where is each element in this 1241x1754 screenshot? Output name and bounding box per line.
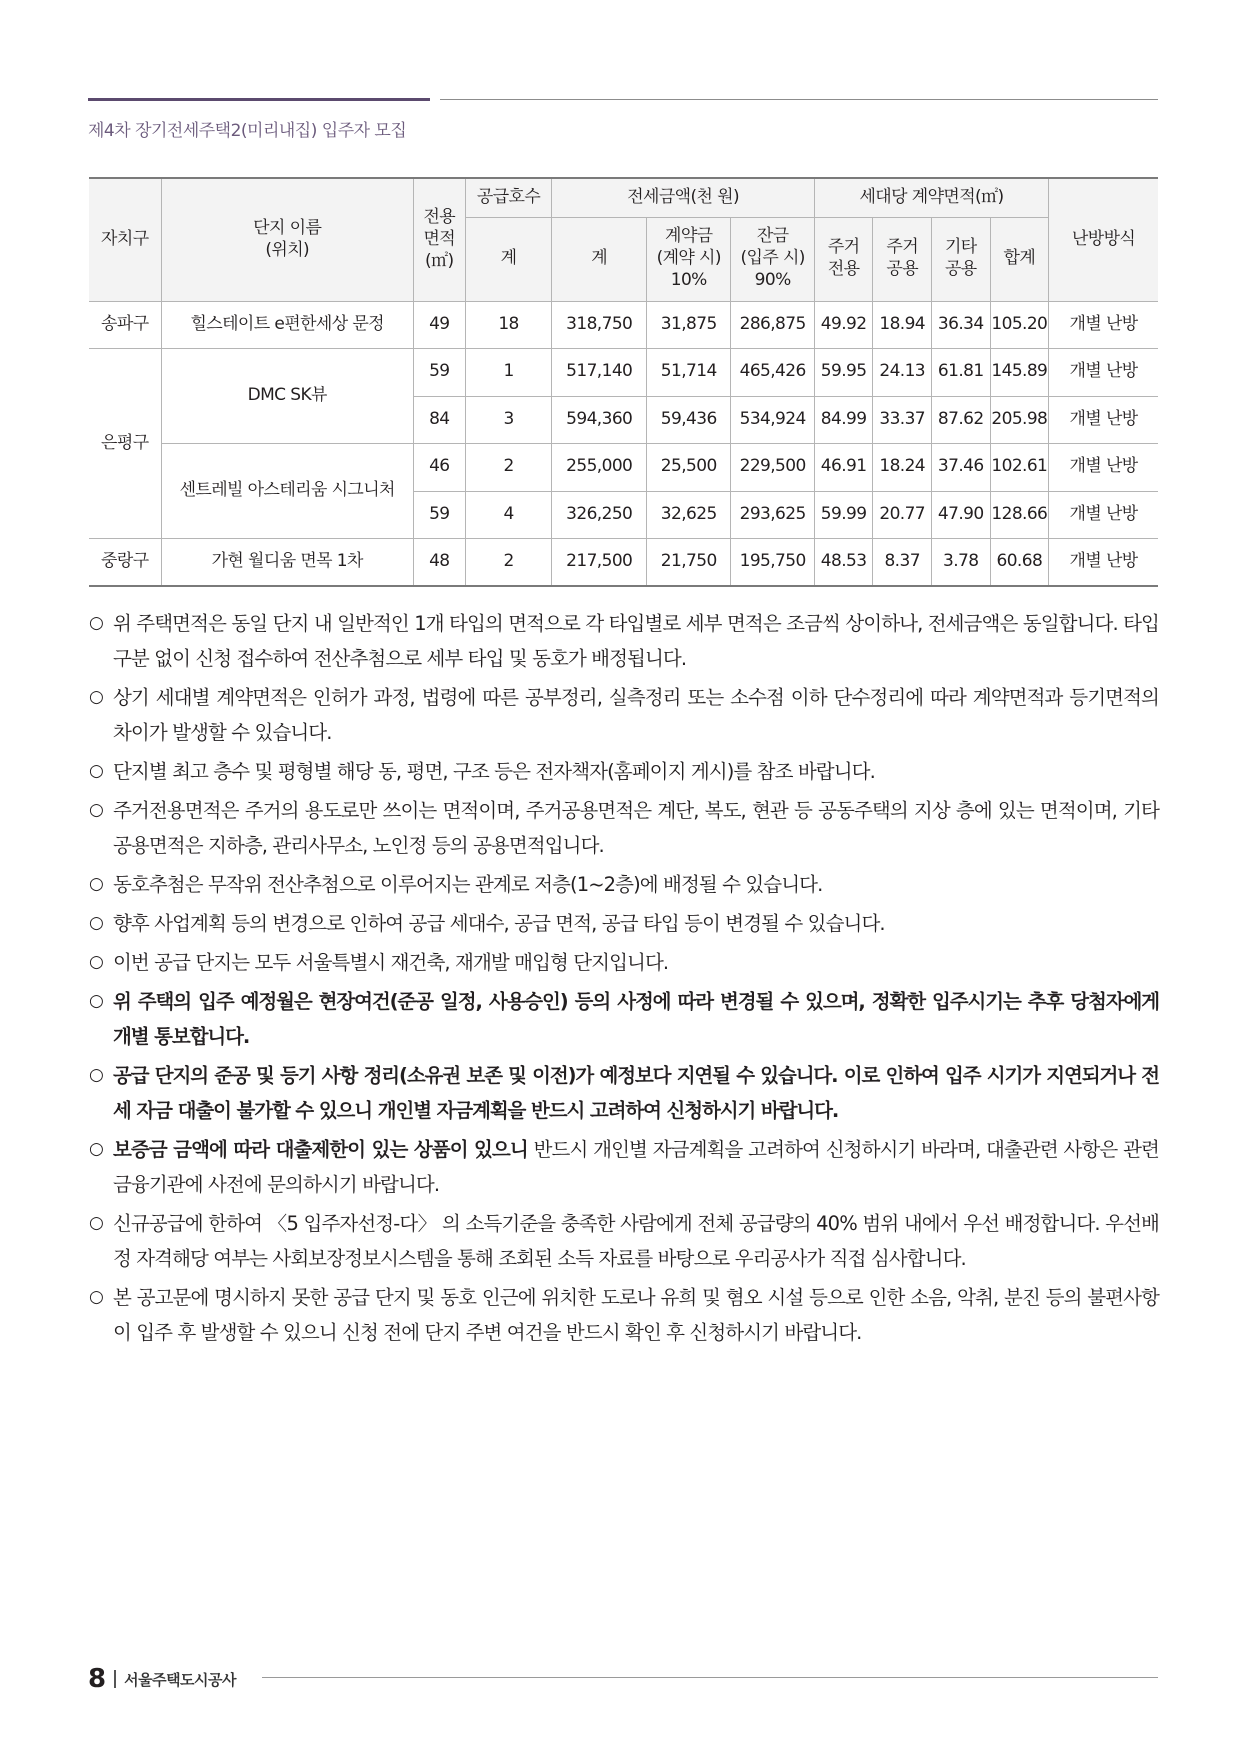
res-excl-cell: 49.92 xyxy=(814,301,873,349)
balance-cell: 229,500 xyxy=(731,444,814,492)
balance-cell: 293,625 xyxy=(731,491,814,539)
circle-bullet-icon: ○ xyxy=(89,952,103,972)
header-rule-line xyxy=(440,99,1158,100)
area-total-cell: 105.20 xyxy=(990,301,1049,349)
deposit-cell: 326,250 xyxy=(552,491,647,539)
heating-cell: 개별 난방 xyxy=(1049,301,1158,349)
header-other-common: 기타 공용 xyxy=(931,217,990,301)
area-total-cell: 60.68 xyxy=(990,539,1049,587)
notice-text: 주거전용면적은 주거의 용도로만 쓰이는 면적이며, 주거공용면적은 계단, 복도, 현관 등 공동주택의 지상 층에 있는 면적이며, 기타공용면적은 지하층, 관리사무소, 노인정 등의 공용면적입니다. xyxy=(113,799,1159,857)
notice-text-emphasis: 보증금 금액에 따라 대출제한이 있는 상품이 있으니 xyxy=(113,1138,528,1161)
heating-cell: 개별 난방 xyxy=(1049,349,1158,397)
header-deposit-total: 계 xyxy=(552,217,647,301)
circle-bullet-icon: ○ xyxy=(89,874,103,894)
district-cell: 송파구 xyxy=(89,301,161,349)
notice-list xyxy=(89,606,1159,1354)
header-supply-units: 공급호수 xyxy=(465,178,552,217)
footer-separator xyxy=(114,1670,116,1688)
contract-fee-cell: 31,875 xyxy=(647,301,731,349)
notice-item xyxy=(89,945,1159,980)
deposit-cell: 255,000 xyxy=(552,444,647,492)
notice-item xyxy=(89,606,1159,676)
complex-name-cell: 센트레빌 아스테리움 시그니처 xyxy=(161,444,413,539)
circle-bullet-icon: ○ xyxy=(89,1139,103,1159)
header-exclusive-area: 전용 면적 (㎡) xyxy=(413,178,465,301)
res-excl-cell: 59.99 xyxy=(814,491,873,539)
area-total-cell: 205.98 xyxy=(990,396,1049,444)
deposit-cell: 517,140 xyxy=(552,349,647,397)
balance-cell: 195,750 xyxy=(731,539,814,587)
complex-name-cell: 힐스테이트 e편한세상 문정 xyxy=(161,301,413,349)
header-complex-name: 단지 이름 (위치) xyxy=(161,178,413,301)
area-cell: 46 xyxy=(413,444,465,492)
header-accent-line xyxy=(88,98,430,101)
deposit-cell: 217,500 xyxy=(552,539,647,587)
circle-bullet-icon: ○ xyxy=(89,613,103,633)
units-cell: 2 xyxy=(465,444,552,492)
other-common-cell: 87.62 xyxy=(931,396,990,444)
res-excl-cell: 84.99 xyxy=(814,396,873,444)
res-common-cell: 18.24 xyxy=(873,444,932,492)
table-row xyxy=(89,539,1158,587)
header-contract-area-group: 세대당 계약면적(㎡) xyxy=(814,178,1048,217)
deposit-cell: 318,750 xyxy=(552,301,647,349)
res-common-cell: 20.77 xyxy=(873,491,932,539)
header-heating: 난방방식 xyxy=(1049,178,1158,301)
heating-cell: 개별 난방 xyxy=(1049,491,1158,539)
notice-text: 위 주택의 입주 예정월은 현장여건(준공 일정, 사용승인) 등의 사정에 따라 변경될 수 있으며, 정확한 입주시기는 추후 당첨자에게 개별 통보합니다. xyxy=(113,990,1159,1048)
circle-bullet-icon: ○ xyxy=(89,991,103,1011)
table-row xyxy=(89,349,1158,397)
notice-item xyxy=(89,1132,1159,1202)
table-row xyxy=(89,444,1158,492)
res-common-cell: 8.37 xyxy=(873,539,932,587)
notice-item-important xyxy=(89,1058,1159,1128)
table-header-row xyxy=(89,178,1158,217)
header-deposit-group: 전세금액(천 원) xyxy=(552,178,814,217)
units-cell: 2 xyxy=(465,539,552,587)
area-total-cell: 102.61 xyxy=(990,444,1049,492)
contract-fee-cell: 59,436 xyxy=(647,396,731,444)
notice-text: 공급 단지의 준공 및 등기 사항 정리(소유권 보존 및 이전)가 예정보다 지연될 수 있습니다. 이로 인하여 입주 시기가 지연되거나 전세 자금 대출이 불가할 수 있으니 개인별 자금계획을 반드시 고려하여 신청하시기 바랍니다. xyxy=(113,1064,1159,1122)
balance-cell: 534,924 xyxy=(731,396,814,444)
notice-text: 향후 사업계획 등의 변경으로 인하여 공급 세대수, 공급 면적, 공급 타입 등이 변경될 수 있습니다. xyxy=(113,912,885,935)
contract-fee-cell: 21,750 xyxy=(647,539,731,587)
notice-text: 본 공고문에 명시하지 못한 공급 단지 및 동호 인근에 위치한 도로나 유희 및 혐오 시설 등으로 인한 소음, 악취, 분진 등의 불편사항이 입주 후 발생할 수 있으니 신청 전에 단지 주변 여건을 반드시 확인 후 신청하시기 바랍니다. xyxy=(113,1286,1159,1344)
deposit-cell: 594,360 xyxy=(552,396,647,444)
res-common-cell: 33.37 xyxy=(873,396,932,444)
notice-item xyxy=(89,754,1159,789)
res-common-cell: 18.94 xyxy=(873,301,932,349)
notice-text: 단지별 최고 층수 및 평형별 해당 동, 평면, 구조 등은 전자책자(홈페이지 게시)를 참조 바랍니다. xyxy=(113,760,875,783)
area-cell: 48 xyxy=(413,539,465,587)
district-cell: 은평구 xyxy=(89,349,161,539)
circle-bullet-icon: ○ xyxy=(89,800,103,820)
circle-bullet-icon: ○ xyxy=(89,761,103,781)
res-excl-cell: 48.53 xyxy=(814,539,873,587)
header-residential-exclusive: 주거 전용 xyxy=(814,217,873,301)
other-common-cell: 61.81 xyxy=(931,349,990,397)
header-balance: 잔금 (입주 시) 90% xyxy=(731,217,814,301)
area-cell: 49 xyxy=(413,301,465,349)
heating-cell: 개별 난방 xyxy=(1049,396,1158,444)
organization-name: 서울주택도시공사 xyxy=(124,1670,237,1689)
district-cell: 중랑구 xyxy=(89,539,161,587)
units-cell: 3 xyxy=(465,396,552,444)
notice-text: 신규공급에 한하여 〈5 입주자선정-다〉 의 소득기준을 충족한 사람에게 전체 공급량의 40% 범위 내에서 우선 배정합니다. 우선배정 자격해당 여부는 사회보장정보시스템을 통해 조회된 소득 자료를 바탕으로 우리공사가 직접 심사합니다. xyxy=(113,1212,1159,1270)
balance-cell: 465,426 xyxy=(731,349,814,397)
units-cell: 18 xyxy=(465,301,552,349)
units-cell: 4 xyxy=(465,491,552,539)
header-contract-fee: 계약금 (계약 시) 10% xyxy=(647,217,731,301)
area-total-cell: 128.66 xyxy=(990,491,1049,539)
area-cell: 84 xyxy=(413,396,465,444)
notice-text: 반드시 개인별 자금계획을 고려하여 신청하시기 바라며, 대출관련 사항은 관련 금융기관에 사전에 문의하시기 바랍니다. xyxy=(113,1138,1159,1196)
notice-item xyxy=(89,867,1159,902)
notice-item xyxy=(89,906,1159,941)
document-header-title: 제4차 장기전세주택2(미리내집) 입주자 모집 xyxy=(88,121,407,141)
circle-bullet-icon: ○ xyxy=(89,1213,103,1233)
contract-fee-cell: 32,625 xyxy=(647,491,731,539)
notice-item xyxy=(89,1280,1159,1350)
notice-text: 상기 세대별 계약면적은 인허가 과정, 법령에 따른 공부정리, 실측정리 또는 소수점 이하 단수정리에 따라 계약면적과 등기면적의 차이가 발생할 수 있습니다. xyxy=(113,686,1159,744)
res-common-cell: 24.13 xyxy=(873,349,932,397)
circle-bullet-icon: ○ xyxy=(89,1065,103,1085)
other-common-cell: 3.78 xyxy=(931,539,990,587)
notice-item xyxy=(89,680,1159,750)
page-number: 8 xyxy=(88,1664,107,1694)
notice-item-important xyxy=(89,984,1159,1054)
res-excl-cell: 46.91 xyxy=(814,444,873,492)
notice-text: 이번 공급 단지는 모두 서울특별시 재건축, 재개발 매입형 단지입니다. xyxy=(113,951,669,974)
header-supply-total: 계 xyxy=(465,217,552,301)
area-cell: 59 xyxy=(413,491,465,539)
area-cell: 59 xyxy=(413,349,465,397)
other-common-cell: 37.46 xyxy=(931,444,990,492)
heating-cell: 개별 난방 xyxy=(1049,444,1158,492)
complex-name-cell: 가현 월디움 면목 1차 xyxy=(161,539,413,587)
balance-cell: 286,875 xyxy=(731,301,814,349)
footer-rule-line xyxy=(262,1677,1158,1678)
area-total-cell: 145.89 xyxy=(990,349,1049,397)
notice-text: 동호추첨은 무작위 전산추첨으로 이루어지는 관계로 저층(1~2층)에 배정될 수 있습니다. xyxy=(113,873,823,896)
contract-fee-cell: 51,714 xyxy=(647,349,731,397)
table-row xyxy=(89,301,1158,349)
other-common-cell: 36.34 xyxy=(931,301,990,349)
circle-bullet-icon: ○ xyxy=(89,687,103,707)
complex-name-cell: DMC SK뷰 xyxy=(161,349,413,444)
units-cell: 1 xyxy=(465,349,552,397)
header-area-total: 합계 xyxy=(990,217,1049,301)
heating-cell: 개별 난방 xyxy=(1049,539,1158,587)
page-footer xyxy=(88,1664,236,1694)
supply-units-table xyxy=(89,177,1158,587)
header-residential-common: 주거 공용 xyxy=(873,217,932,301)
contract-fee-cell: 25,500 xyxy=(647,444,731,492)
circle-bullet-icon: ○ xyxy=(89,1287,103,1307)
res-excl-cell: 59.95 xyxy=(814,349,873,397)
circle-bullet-icon: ○ xyxy=(89,913,103,933)
notice-item xyxy=(89,1206,1159,1276)
header-district: 자치구 xyxy=(89,178,161,301)
other-common-cell: 47.90 xyxy=(931,491,990,539)
notice-item xyxy=(89,793,1159,863)
notice-text: 위 주택면적은 동일 단지 내 일반적인 1개 타입의 면적으로 각 타입별로 세부 면적은 조금씩 상이하나, 전세금액은 동일합니다. 타입 구분 없이 신청 접수하여 전산추첨으로 세부 타입 및 동호가 배정됩니다. xyxy=(113,612,1159,670)
